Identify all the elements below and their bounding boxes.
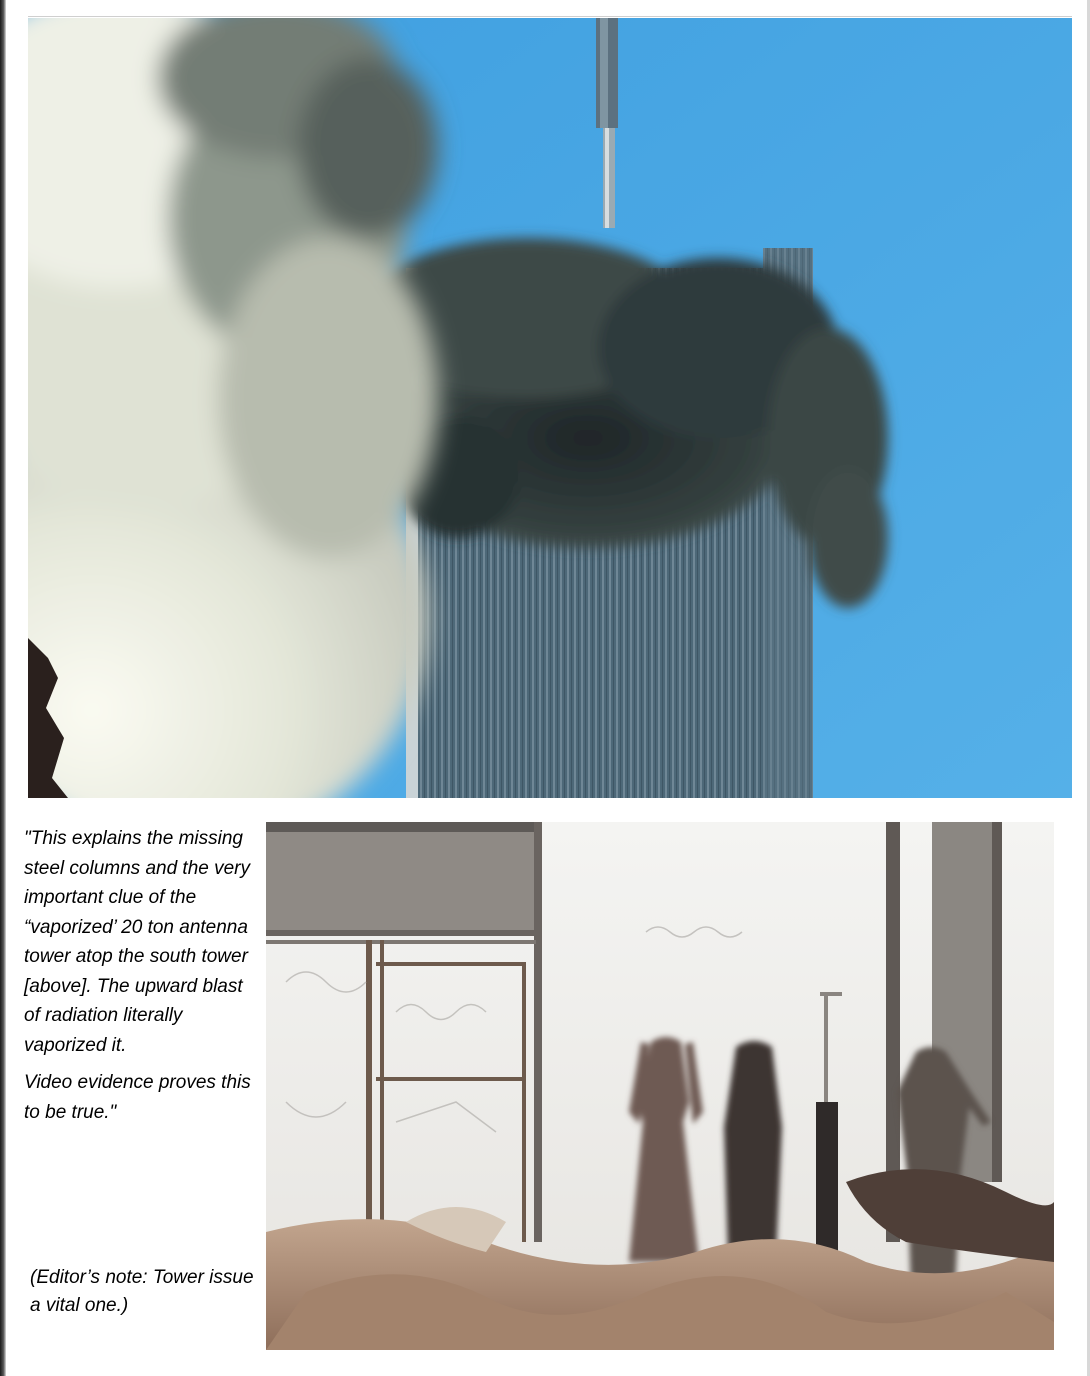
tower-photo-image: [28, 18, 1072, 798]
page-left-edge: [0, 0, 6, 1376]
top-rule: [28, 16, 1072, 17]
interior-photo: [266, 822, 1054, 1350]
editor-note: (Editor’s note: Tower issue a vital one.): [30, 1267, 254, 1316]
interior-photo-image: [266, 822, 1054, 1350]
caption-paragraph-2: Video evidence proves this to be true.": [24, 1072, 251, 1123]
photo-caption: [24, 824, 256, 1127]
tower-photo: [28, 18, 1072, 798]
caption-paragraph-1: "This explains the missing steel columns and the very important clue of the “vaporized’ 20 ton antenna tower atop the south tower [above]. The upward blast of radiation literally vaporized it.: [24, 828, 251, 1056]
